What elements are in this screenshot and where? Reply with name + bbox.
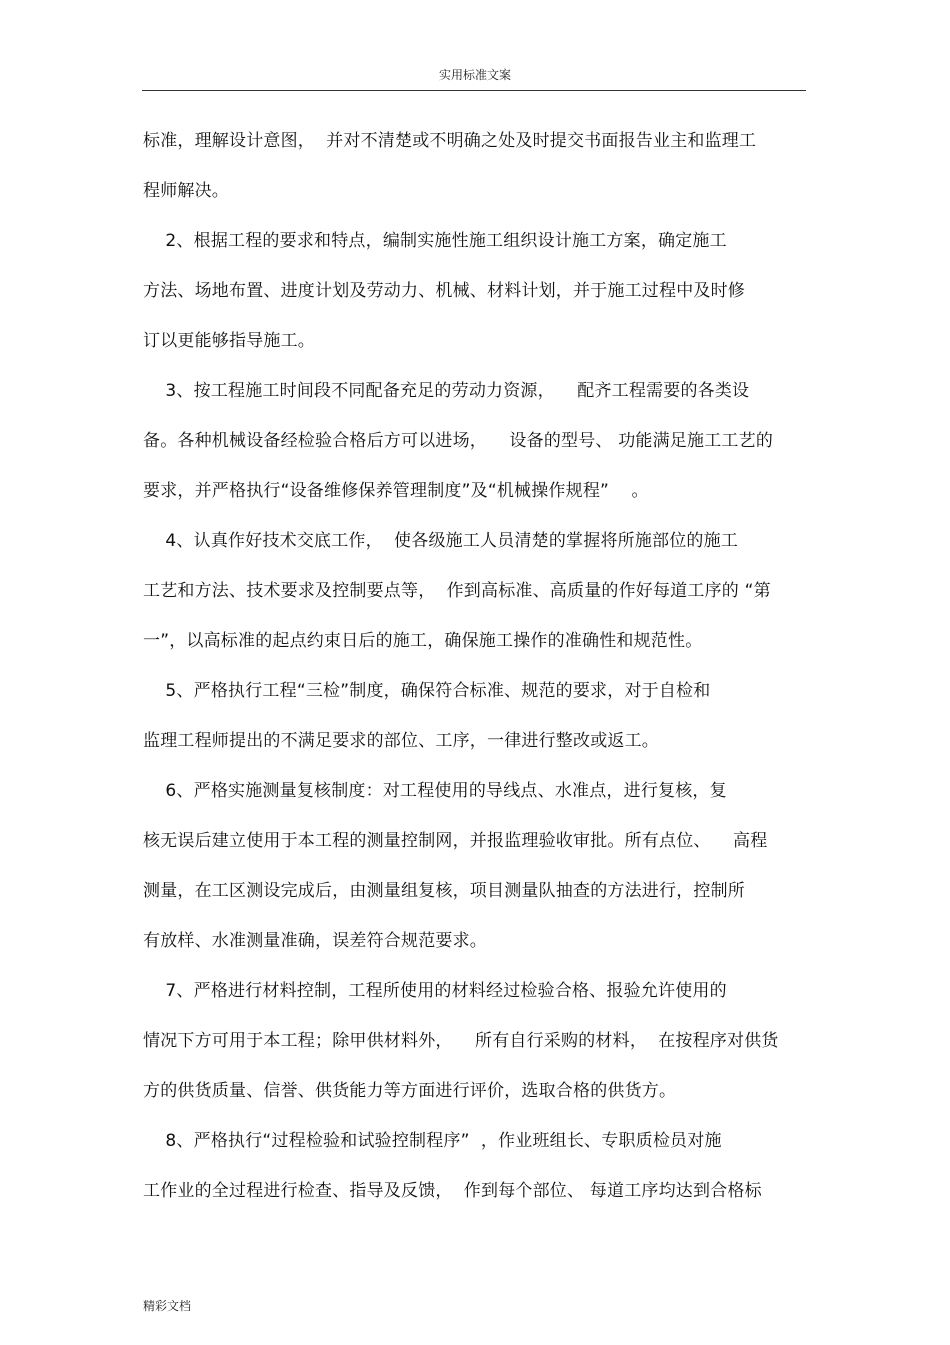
page-footer-text: 精彩文档 — [143, 1299, 192, 1313]
text-line: 一”，以高标准的起点约束日后的施工，确保施工操作的准确性和规范性。 — [143, 631, 703, 651]
text-line: 5、严格执行工程“三检”制度，确保符合标准、规范的要求，对于自检和 — [143, 681, 711, 701]
text-line: 核无误后建立使用于本工程的测量控制网，并报监理验收审批。所有点位、 高程 — [143, 831, 768, 851]
text-line: 程师解决。 — [143, 181, 229, 201]
text-line: 2、根据工程的要求和特点，编制实施性施工组织设计施工方案，确定施工 — [143, 231, 727, 251]
text-line: 订以更能够指导施工。 — [143, 331, 315, 351]
text-line: 4、认真作好技术交底工作， 使各级施工人员清楚的掌握将所施部位的施工 — [143, 531, 739, 551]
text-line: 有放样、水准测量准确，误差符合规范要求。 — [143, 931, 487, 951]
text-line: 测量，在工区测设完成后，由测量组复核，项目测量队抽查的方法进行，控制所 — [143, 881, 745, 901]
text-line: 3、按工程施工时间段不同配备充足的劳动力资源， 配齐工程需要的各类设 — [143, 381, 750, 401]
text-line: 方的供货质量、信誉、供货能力等方面进行评价，选取合格的供货方。 — [143, 1081, 677, 1101]
text-line: 方法、场地布置、进度计划及劳动力、机械、材料计划，并于施工过程中及时修 — [143, 281, 745, 301]
page-header-title: 实用标准文案 — [438, 68, 511, 82]
text-line: 6、严格实施测量复核制度：对工程使用的导线点、水准点，进行复核，复 — [143, 781, 727, 801]
header-divider — [142, 90, 806, 91]
text-line: 要求，并严格执行“设备维修保养管理制度”及“机械操作规程” 。 — [143, 481, 649, 501]
text-line: 工艺和方法、技术要求及控制要点等， 作到高标准、高质量的作好每道工序的 “第 — [143, 581, 771, 601]
text-line: 标准，理解设计意图， 并对不清楚或不明确之处及时提交书面报告业主和监理工 — [143, 131, 757, 151]
text-line: 监理工程师提出的不满足要求的部位、工序，一律进行整改或返工。 — [143, 731, 659, 751]
text-line: 7、严格进行材料控制，工程所使用的材料经过检验合格、报验允许使用的 — [143, 981, 727, 1001]
text-line: 8、严格执行“过程检验和试验控制程序” ，作业班组长、专职质检员对施 — [143, 1131, 722, 1151]
text-line: 工作业的全过程进行检查、指导及反馈， 作到每个部位、 每道工序均达到合格标 — [143, 1181, 762, 1201]
text-line: 备。各种机械设备经检验合格后方可以进场， 设备的型号、 功能满足施工工艺的 — [143, 431, 774, 451]
text-line: 情况下方可用于本工程；除甲供材料外， 所有自行采购的材料， 在按程序对供货 — [143, 1031, 779, 1051]
